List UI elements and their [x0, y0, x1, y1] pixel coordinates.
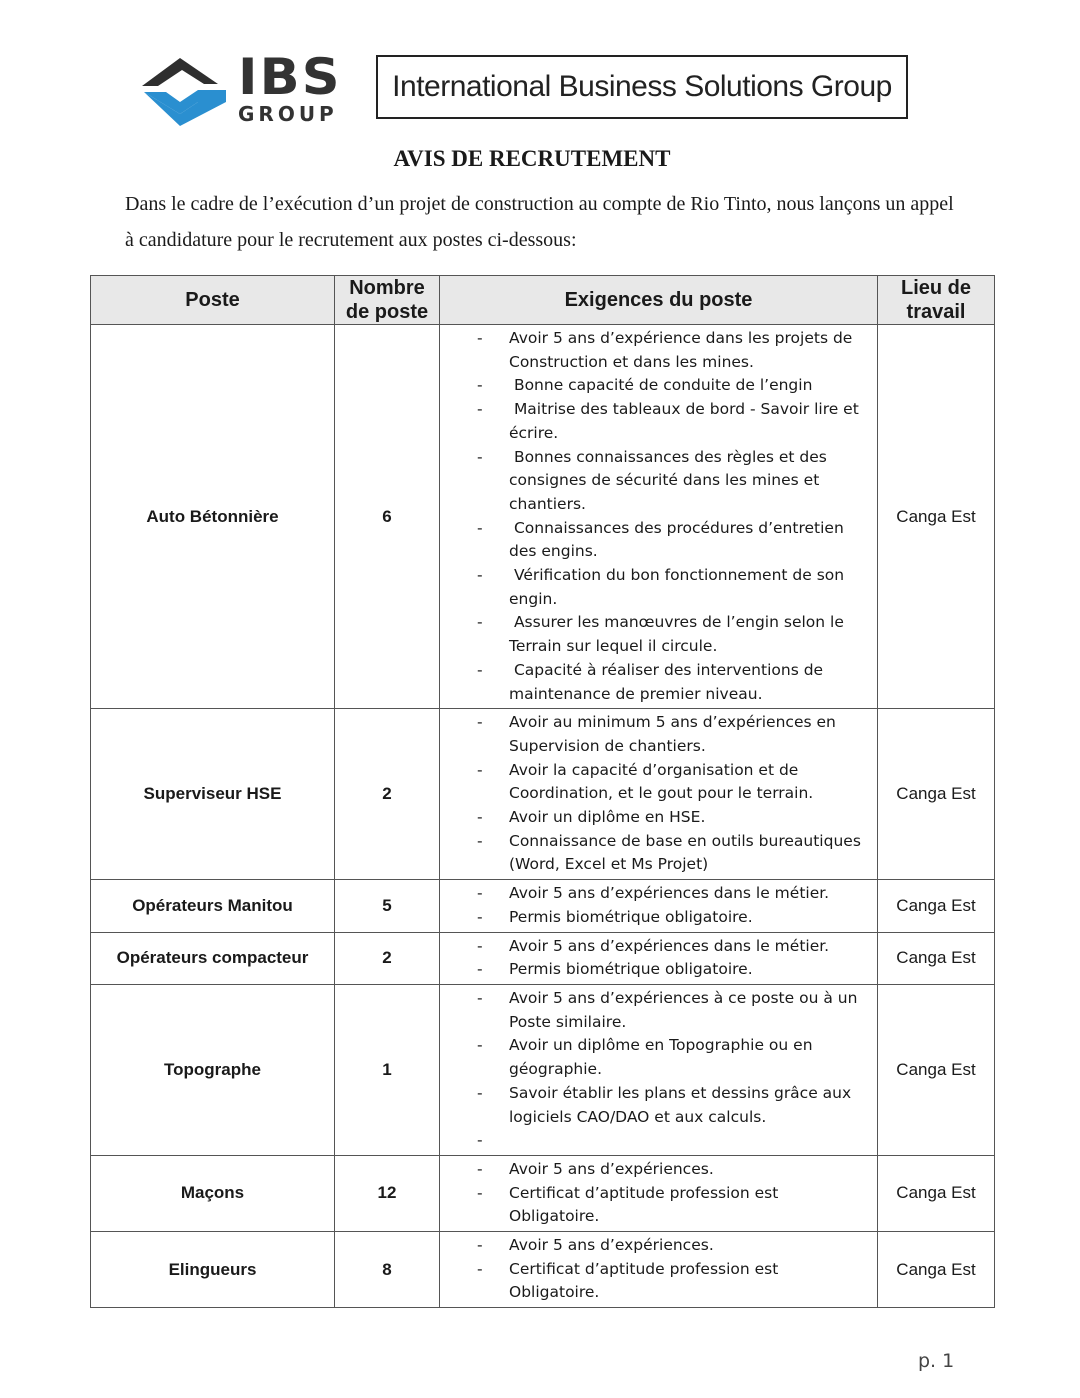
requirement-text: Permis biométrique obligatoire.: [509, 960, 753, 979]
cell-exigences: [440, 984, 878, 1155]
dash-bullet-icon: -: [477, 1131, 483, 1150]
requirement-item: [440, 1129, 877, 1153]
job-table: [90, 275, 995, 1308]
requirement-text: Avoir 5 ans d’expériences.: [509, 1159, 714, 1178]
table-row: [91, 1232, 995, 1308]
dash-bullet-icon: -: [477, 518, 483, 537]
table-row: [91, 325, 995, 709]
dash-bullet-icon: -: [477, 831, 483, 850]
requirement-text: Maitrise des tableaux de bord - Savoir lire et écrire.: [509, 400, 864, 442]
cell-lieu: Canga Est: [878, 709, 995, 880]
requirements-list: [440, 987, 877, 1153]
cell-poste: Superviseur HSE: [91, 709, 335, 880]
header-lieu: Lieu de travail: [878, 276, 995, 325]
requirement-text: Capacité à réaliser des interventions de maintenance de premier niveau.: [509, 660, 829, 703]
requirement-item: [440, 1034, 877, 1081]
requirement-item: [440, 830, 877, 877]
dash-bullet-icon: -: [477, 1236, 483, 1254]
ibs-logo-icon: [140, 56, 230, 126]
dash-bullet-icon: -: [477, 1159, 483, 1178]
requirement-item: [440, 882, 877, 906]
cell-poste: Topographe: [91, 984, 335, 1155]
cell-lieu: Canga Est: [878, 984, 995, 1155]
requirement-text: Certificat d’aptitude profession est Obligatoire.: [509, 1259, 784, 1302]
requirement-item: [440, 1234, 877, 1258]
requirement-text: Avoir 5 ans d’expérience dans les projets de Construction et dans les mines.: [509, 329, 858, 371]
requirement-item: [440, 711, 877, 758]
cell-exigences: [440, 880, 878, 932]
requirement-item: [440, 374, 877, 398]
requirement-text: Avoir un diplôme en HSE.: [509, 808, 706, 827]
dash-bullet-icon: -: [477, 1259, 483, 1278]
requirement-text: Connaissances des procédures d’entretien des engins.: [509, 518, 849, 561]
cell-nombre: 6: [335, 325, 440, 709]
cell-nombre: 1: [335, 984, 440, 1155]
dash-bullet-icon: -: [477, 400, 483, 419]
cell-nombre: 12: [335, 1155, 440, 1231]
cell-exigences: [440, 932, 878, 984]
dash-bullet-icon: -: [477, 713, 483, 732]
requirement-item: [440, 611, 877, 658]
requirements-list: [440, 1158, 877, 1229]
dash-bullet-icon: -: [477, 376, 483, 395]
table-row: [91, 709, 995, 880]
cell-lieu: Canga Est: [878, 1155, 995, 1231]
table-row: [91, 984, 995, 1155]
requirement-text: Connaissance de base en outils bureautiques (Word, Excel et Ms Projet): [509, 831, 866, 874]
cell-nombre: 2: [335, 709, 440, 880]
requirement-item: [440, 987, 877, 1034]
cell-poste: Elingueurs: [91, 1232, 335, 1308]
requirements-list: [440, 711, 877, 877]
requirement-text: Permis biométrique obligatoire.: [509, 907, 753, 926]
requirements-list: [440, 935, 877, 982]
dash-bullet-icon: -: [477, 566, 483, 585]
job-rows: [91, 325, 995, 1308]
requirement-item: [440, 1182, 877, 1229]
cell-lieu: Canga Est: [878, 880, 995, 932]
requirement-item: [440, 1158, 877, 1182]
requirements-list: [440, 1234, 877, 1305]
requirement-text: Bonne capacité de conduite de l’engin: [509, 376, 813, 395]
logo-wordmark: [238, 48, 342, 126]
cell-poste: Maçons: [91, 1155, 335, 1231]
requirement-text: Avoir 5 ans d’expériences à ce poste ou à un Poste similaire.: [509, 988, 863, 1031]
dash-bullet-icon: -: [477, 936, 483, 955]
dash-bullet-icon: -: [477, 1183, 483, 1202]
header-exigences: Exigences du poste: [440, 276, 878, 325]
table-row: [91, 1155, 995, 1231]
logo-group-text: GROUP: [238, 102, 338, 126]
requirement-item: [440, 659, 877, 706]
dash-bullet-icon: -: [477, 613, 483, 632]
dash-bullet-icon: -: [477, 329, 483, 347]
header-nombre: Nombre de poste: [335, 276, 440, 325]
cell-exigences: [440, 325, 878, 709]
table-header-row: [91, 276, 995, 325]
dash-bullet-icon: -: [477, 907, 483, 926]
requirement-text: Certificat d’aptitude profession est Obligatoire.: [509, 1183, 784, 1226]
dash-bullet-icon: -: [477, 808, 483, 827]
requirement-item: [440, 327, 877, 374]
cell-lieu: Canga Est: [878, 1232, 995, 1308]
requirement-item: [440, 517, 877, 564]
dash-bullet-icon: -: [477, 884, 483, 903]
intro-paragraph: Dans le cadre de l’exécution d’un projet de construction au compte de Rio Tinto, nous lançons un appel à candidature pour le recrutement aux postes ci-dessous:: [125, 193, 954, 251]
cell-poste: Opérateurs compacteur: [91, 932, 335, 984]
requirements-list: [440, 327, 877, 706]
table-row: [91, 880, 995, 932]
requirement-item: [440, 446, 877, 517]
dash-bullet-icon: -: [477, 1036, 483, 1055]
requirement-text: Avoir 5 ans d’expériences dans le métier.: [509, 884, 830, 903]
cell-poste: Auto Bétonnière: [91, 325, 335, 709]
requirement-text: Vérification du bon fonctionnement de son engin.: [509, 566, 850, 608]
cell-exigences: [440, 709, 878, 880]
dash-bullet-icon: -: [477, 960, 483, 979]
requirement-text: Avoir 5 ans d’expériences.: [509, 1236, 714, 1254]
requirement-text: Avoir la capacité d’organisation et de Coordination, et le gout pour le terrain.: [509, 760, 814, 803]
requirement-item: [440, 759, 877, 806]
logo-ibs-text: IBS: [238, 48, 342, 106]
requirement-text: Bonnes connaissances des règles et des consignes de sécurité dans les mines et chantiers.: [509, 447, 832, 513]
dash-bullet-icon: -: [477, 988, 483, 1007]
page-number: p. 1: [918, 1350, 955, 1372]
requirement-text: Avoir au minimum 5 ans d’expériences en Supervision de chantiers.: [509, 713, 841, 755]
dash-bullet-icon: -: [477, 447, 483, 466]
requirement-item: [440, 806, 877, 830]
requirement-item: [440, 564, 877, 611]
requirement-item: [440, 906, 877, 930]
cell-exigences: [440, 1155, 878, 1231]
dash-bullet-icon: -: [477, 1083, 483, 1102]
cell-nombre: 2: [335, 932, 440, 984]
company-name-box: International Business Solutions Group: [376, 55, 908, 119]
document-header: [140, 48, 915, 127]
cell-poste: Opérateurs Manitou: [91, 880, 335, 932]
cell-nombre: 5: [335, 880, 440, 932]
cell-exigences: [440, 1232, 878, 1308]
dash-bullet-icon: -: [477, 760, 483, 779]
requirement-item: [440, 935, 877, 959]
requirements-list: [440, 882, 877, 929]
requirement-text: Avoir un diplôme en Topographie ou en géographie.: [509, 1036, 818, 1079]
requirement-text: Avoir 5 ans d’expériences dans le métier.: [509, 936, 830, 955]
cell-lieu: Canga Est: [878, 932, 995, 984]
dash-bullet-icon: -: [477, 660, 483, 679]
requirement-text: Savoir établir les plans et dessins grâce aux logiciels CAO/DAO et aux calculs.: [509, 1083, 857, 1126]
document-title: AVIS DE RECRUTEMENT: [393, 146, 671, 171]
requirement-item: [440, 1258, 877, 1305]
cell-lieu: Canga Est: [878, 325, 995, 709]
requirement-item: [440, 1082, 877, 1129]
table-row: [91, 932, 995, 984]
requirement-item: [440, 398, 877, 445]
requirement-item: [440, 958, 877, 982]
requirement-text: Assurer les manœuvres de l’engin selon le Terrain sur lequel il circule.: [509, 613, 849, 656]
cell-nombre: 8: [335, 1232, 440, 1308]
header-poste: Poste: [91, 276, 335, 325]
